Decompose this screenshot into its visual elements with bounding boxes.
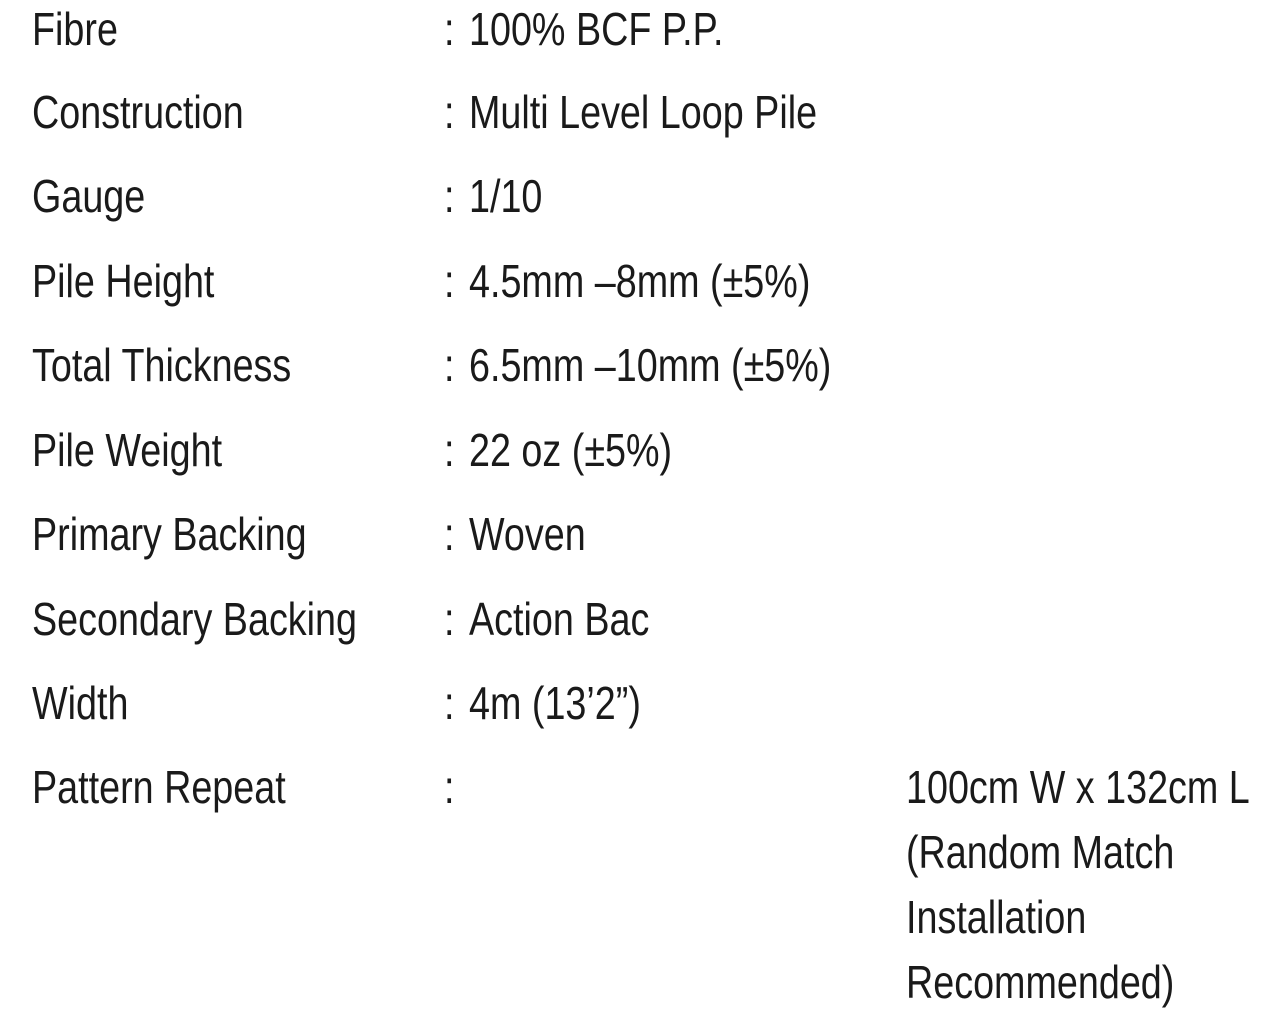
spec-label: Width bbox=[32, 677, 129, 729]
spec-value-line: Recommended) bbox=[906, 955, 1175, 1008]
spec-separator: : bbox=[444, 254, 455, 307]
spec-separator: : bbox=[444, 339, 455, 391]
spec-row-construction bbox=[32, 85, 932, 170]
spec-separator: : bbox=[444, 508, 455, 560]
spec-row-secondary-backing bbox=[32, 592, 932, 677]
spec-label: Secondary Backing bbox=[32, 592, 358, 645]
spec-value: 6.5mm –10mm (±5%) bbox=[469, 339, 832, 391]
spec-separator: : bbox=[444, 85, 455, 138]
spec-row-total-thickness bbox=[32, 338, 932, 423]
spec-row-pile-height bbox=[32, 254, 932, 339]
spec-label: Construction bbox=[32, 85, 244, 138]
spec-value: 100% BCF P.P. bbox=[469, 3, 724, 55]
spec-label: Pile Weight bbox=[32, 423, 223, 476]
spec-sheet bbox=[32, 0, 1250, 1015]
spec-value: Action Bac bbox=[469, 592, 650, 645]
spec-row-primary-backing bbox=[32, 507, 932, 592]
spec-separator: : bbox=[444, 3, 455, 55]
spec-label: Pattern Repeat bbox=[32, 760, 286, 813]
spec-value: 1/10 bbox=[469, 170, 543, 222]
spec-value-line: Installation bbox=[906, 890, 1087, 943]
spec-value: 22 oz (±5%) bbox=[469, 423, 673, 476]
spec-value: 4.5mm –8mm (±5%) bbox=[469, 254, 811, 307]
spec-value: Woven bbox=[469, 508, 586, 560]
spec-value-line: (Random Match bbox=[906, 825, 1175, 878]
spec-label: Gauge bbox=[32, 170, 146, 222]
spec-value-line: 100cm W x 132cm L bbox=[906, 760, 1250, 813]
spec-label: Total Thickness bbox=[32, 339, 292, 391]
spec-separator: : bbox=[444, 423, 455, 476]
spec-value: 4m (13’2”) bbox=[469, 677, 641, 729]
spec-separator: : bbox=[444, 760, 455, 813]
spec-separator: : bbox=[444, 592, 455, 645]
spec-row-pile-weight bbox=[32, 423, 932, 508]
spec-label: Pile Height bbox=[32, 254, 215, 307]
spec-row-pattern-repeat bbox=[32, 755, 1250, 1015]
spec-separator: : bbox=[444, 170, 455, 222]
spec-row-width bbox=[32, 676, 932, 761]
spec-label: Fibre bbox=[32, 3, 118, 55]
spec-label: Primary Backing bbox=[32, 508, 307, 560]
spec-separator: : bbox=[444, 677, 455, 729]
spec-row-gauge bbox=[32, 169, 932, 254]
spec-value: Multi Level Loop Pile bbox=[469, 85, 818, 138]
spec-row-fibre bbox=[32, 2, 932, 87]
